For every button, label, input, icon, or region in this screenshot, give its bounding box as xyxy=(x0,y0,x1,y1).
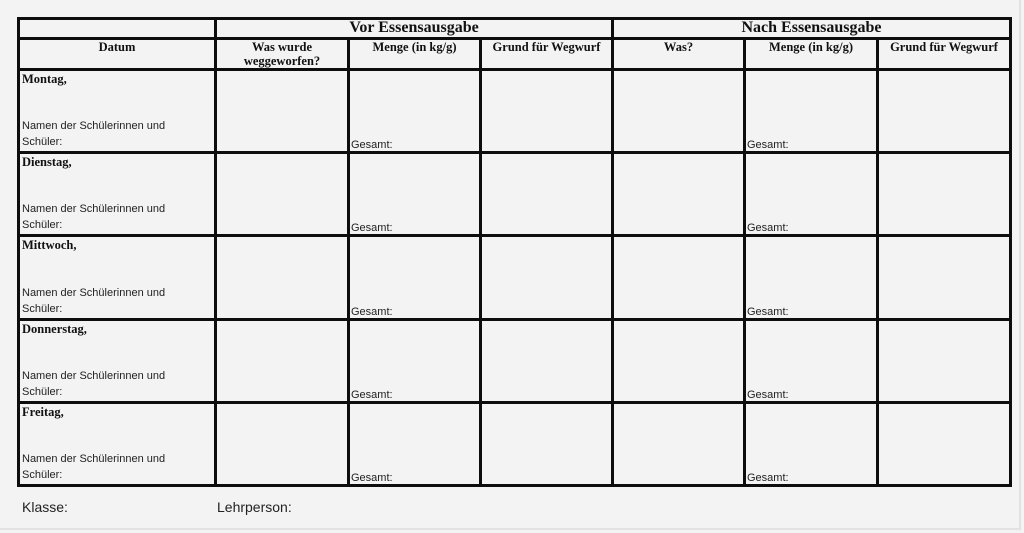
nach-was-cell[interactable] xyxy=(613,153,745,236)
col-vor-menge: Menge (in kg/g) xyxy=(349,39,481,70)
total-label: Gesamt: xyxy=(351,139,393,152)
group-nach-essensausgabe: Nach Essensausgabe xyxy=(613,19,1011,39)
group-header-row xyxy=(19,19,1011,39)
vor-menge-cell[interactable] xyxy=(349,153,481,236)
table-row xyxy=(19,402,1011,485)
col-datum: Datum xyxy=(19,39,216,70)
day-name: Montag, xyxy=(22,72,67,87)
total-label: Gesamt: xyxy=(351,305,393,318)
day-cell[interactable] xyxy=(19,236,216,319)
vor-grund-cell[interactable] xyxy=(481,402,613,485)
names-label: Namen der Schülerinnen und Schüler: xyxy=(22,120,166,149)
vor-menge-cell[interactable] xyxy=(349,319,481,402)
col-nach-grund: Grund für Wegwurf xyxy=(878,39,1011,70)
vor-grund-cell[interactable] xyxy=(481,153,613,236)
day-cell[interactable] xyxy=(19,319,216,402)
nach-menge-cell[interactable] xyxy=(745,153,878,236)
day-cell[interactable] xyxy=(19,402,216,485)
vor-was-cell[interactable] xyxy=(216,319,349,402)
day-name: Dienstag, xyxy=(22,155,72,170)
vor-was-cell[interactable] xyxy=(216,402,349,485)
nach-menge-cell[interactable] xyxy=(745,319,878,402)
day-cell[interactable] xyxy=(19,153,216,236)
nach-was-cell[interactable] xyxy=(613,70,745,153)
total-label: Gesamt: xyxy=(747,139,789,152)
table-row xyxy=(19,153,1011,236)
vor-menge-cell[interactable] xyxy=(349,402,481,485)
nach-was-cell[interactable] xyxy=(613,319,745,402)
nach-was-cell[interactable] xyxy=(613,236,745,319)
empty-group-cell xyxy=(19,19,216,39)
klasse-label: Klasse: xyxy=(22,499,68,515)
nach-grund-cell[interactable] xyxy=(878,236,1011,319)
vor-grund-cell[interactable] xyxy=(481,236,613,319)
table-row xyxy=(19,319,1011,402)
day-cell[interactable] xyxy=(19,70,216,153)
table-row xyxy=(19,236,1011,319)
nach-menge-cell[interactable] xyxy=(745,236,878,319)
col-nach-menge: Menge (in kg/g) xyxy=(745,39,878,70)
vor-grund-cell[interactable] xyxy=(481,70,613,153)
nach-grund-cell[interactable] xyxy=(878,70,1011,153)
day-name: Mittwoch, xyxy=(22,238,77,253)
nach-grund-cell[interactable] xyxy=(878,402,1011,485)
total-label: Gesamt: xyxy=(351,388,393,401)
day-name: Freitag, xyxy=(22,404,64,419)
vor-was-cell[interactable] xyxy=(216,153,349,236)
total-label: Gesamt: xyxy=(351,472,393,484)
nach-grund-cell[interactable] xyxy=(878,153,1011,236)
total-label: Gesamt: xyxy=(747,305,789,318)
vor-grund-cell[interactable] xyxy=(481,319,613,402)
nach-was-cell[interactable] xyxy=(613,402,745,485)
table-row xyxy=(19,70,1011,153)
total-label: Gesamt: xyxy=(747,472,789,484)
vor-was-cell[interactable] xyxy=(216,70,349,153)
total-label: Gesamt: xyxy=(747,222,789,235)
total-label: Gesamt: xyxy=(351,222,393,235)
nach-menge-cell[interactable] xyxy=(745,70,878,153)
nach-grund-cell[interactable] xyxy=(878,319,1011,402)
nach-menge-cell[interactable] xyxy=(745,402,878,485)
group-vor-essensausgabe: Vor Essensausgabe xyxy=(216,19,613,39)
column-header-row xyxy=(19,39,1011,70)
names-label: Namen der Schülerinnen und Schüler: xyxy=(22,203,166,232)
lehrperson-label: Lehrperson: xyxy=(217,499,292,515)
vor-menge-cell[interactable] xyxy=(349,70,481,153)
names-label: Namen der Schülerinnen und Schüler: xyxy=(22,453,166,481)
food-waste-log-table xyxy=(17,17,1012,487)
vor-was-cell[interactable] xyxy=(216,236,349,319)
vor-menge-cell[interactable] xyxy=(349,236,481,319)
day-name: Donnerstag, xyxy=(22,321,87,336)
col-vor-was: Was wurde weggeworfen? xyxy=(216,39,349,70)
col-nach-was: Was? xyxy=(613,39,745,70)
names-label: Namen der Schülerinnen und Schüler: xyxy=(22,369,166,398)
total-label: Gesamt: xyxy=(747,388,789,401)
names-label: Namen der Schülerinnen und Schüler: xyxy=(22,286,166,315)
col-vor-grund: Grund für Wegwurf xyxy=(481,39,613,70)
